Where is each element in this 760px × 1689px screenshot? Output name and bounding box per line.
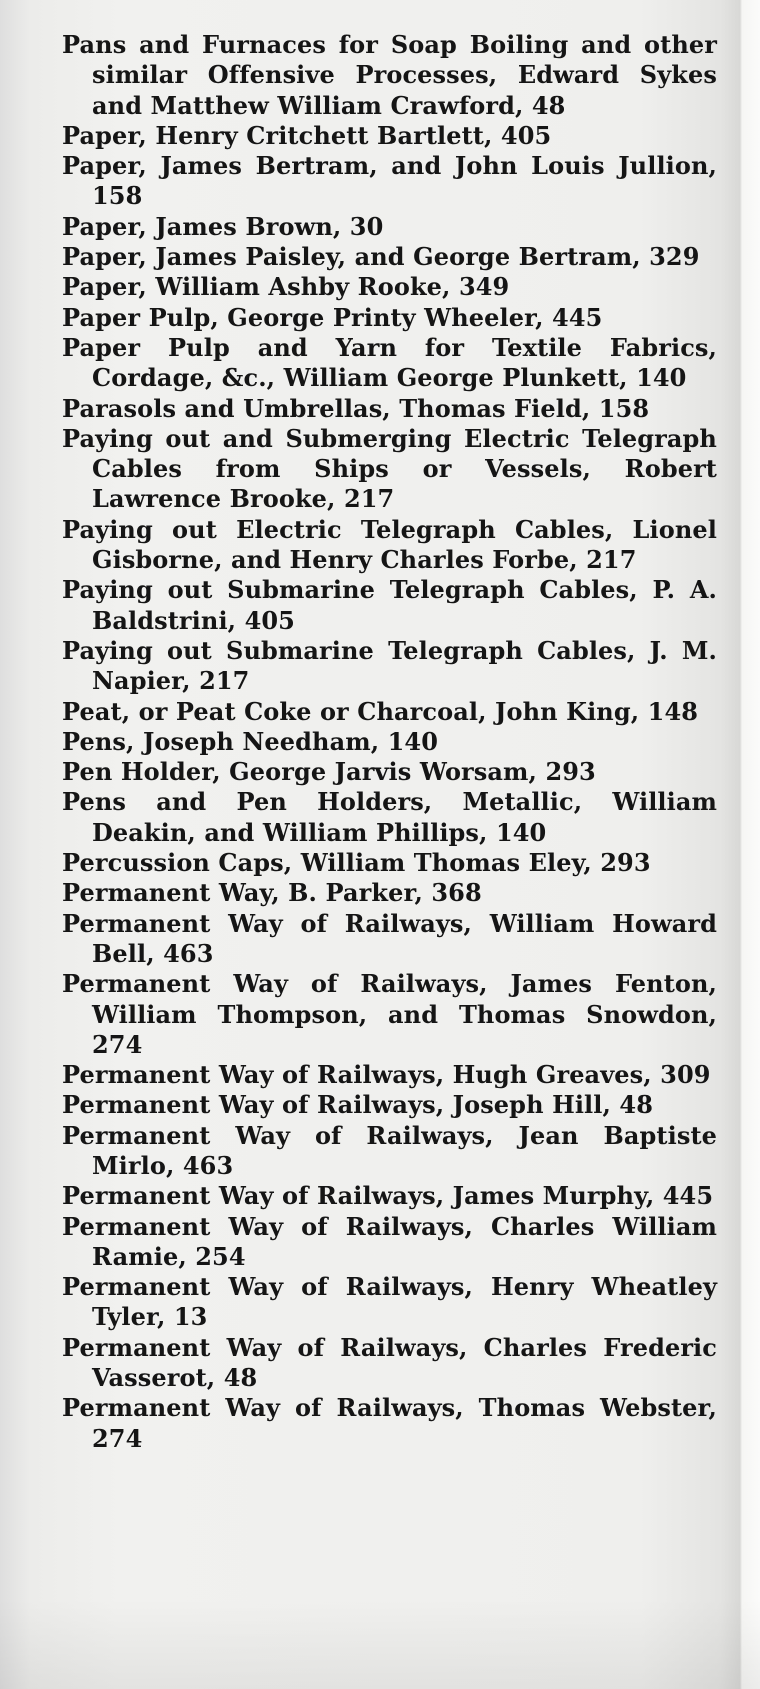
index-entry: Paying out Submarine Telegraph Cables, J. M. Napier, 217 — [62, 635, 717, 696]
index-entry: Permanent Way, B. Parker, 368 — [62, 878, 482, 908]
index-entry: Permanent Way of Railways, James Murphy, 445 — [62, 1181, 714, 1211]
index-entry: Permanent Way of Railways, Hugh Greaves, 309 — [62, 1060, 711, 1090]
index-entry: Parasols and Umbrellas, Thomas Field, 158 — [62, 393, 650, 423]
index-entry: Paper Pulp and Yarn for Textile Fabrics, Cordage, &c., William George Plunkett, 140 — [62, 332, 717, 393]
patent-index-list — [62, 30, 717, 1454]
index-entry: Paying out Submarine Telegraph Cables, P. A. Baldstrini, 405 — [62, 575, 717, 635]
index-entry: Paying out Electric Telegraph Cables, Lionel Gisborne, and Henry Charles Forbe, 217 — [62, 514, 717, 575]
index-entry: Pen Holder, George Jarvis Worsam, 293 — [62, 757, 596, 787]
index-entry: Permanent Way of Railways, William Howard Bell, 463 — [62, 908, 717, 968]
index-entry: Permanent Way of Railways, James Fenton, William Thompson, and Thomas Snowdon, 274 — [62, 969, 717, 1059]
index-entry: Paper, William Ashby Rooke, 349 — [62, 272, 510, 302]
index-entry: Paper, Henry Critchett Bartlett, 405 — [62, 120, 552, 150]
index-entry: Permanent Way of Railways, Henry Wheatley Tyler, 13 — [62, 1272, 717, 1332]
index-entry: Paper Pulp, George Printy Wheeler, 445 — [62, 302, 603, 332]
index-entry: Permanent Way of Railways, Joseph Hill, 48 — [62, 1090, 654, 1120]
index-entry: Percussion Caps, William Thomas Eley, 293 — [62, 848, 651, 878]
index-entry: Pens, Joseph Needham, 140 — [62, 726, 439, 756]
index-entry: Paper, James Paisley, and George Bertram, 329 — [62, 242, 700, 272]
index-entry: Paper, James Brown, 30 — [62, 211, 384, 241]
index-entry: Pans and Furnaces for Soap Boiling and other similar Offensive Processes, Edward Sykes and Matthew William Crawford, 48 — [62, 30, 717, 120]
index-entry: Permanent Way of Railways, Charles William Ramie, 254 — [62, 1211, 717, 1271]
index-entry: Pens and Pen Holders, Metallic, William Deakin, and William Phillips, 140 — [62, 787, 717, 847]
index-entry: Paying out and Submerging Electric Telegraph Cables from Ships or Vessels, Robert Lawrence Brooke, 217 — [62, 423, 717, 514]
index-entry: Paper, James Bertram, and John Louis Jullion, 158 — [62, 151, 717, 211]
index-entry: Permanent Way of Railways, Charles Frederic Vasserot, 48 — [62, 1332, 717, 1393]
index-entry: Peat, or Peat Coke or Charcoal, John King, 148 — [62, 696, 699, 726]
index-entry: Permanent Way of Railways, Jean Baptiste Mirlo, 463 — [62, 1120, 717, 1180]
index-entry: Permanent Way of Railways, Thomas Webster, 274 — [62, 1393, 717, 1453]
